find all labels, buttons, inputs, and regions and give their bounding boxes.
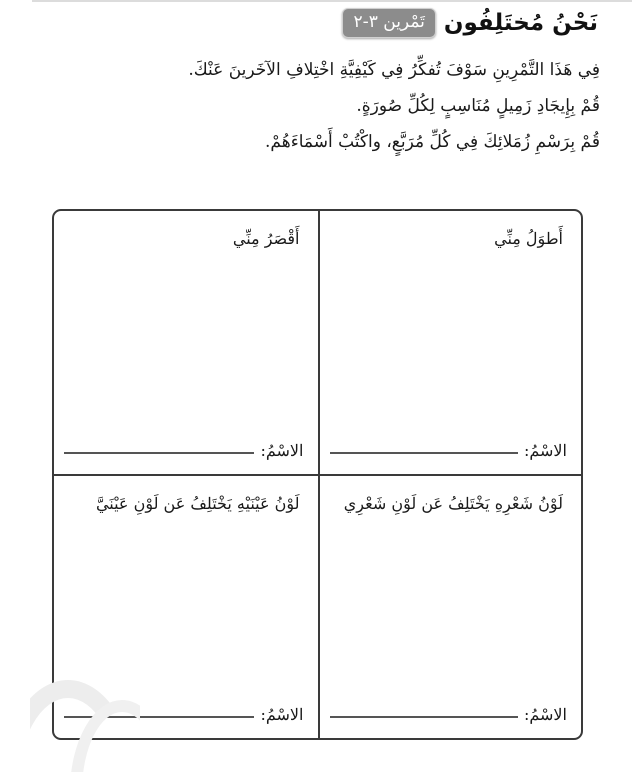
name-label: الاسْمُ: — [523, 441, 567, 460]
box-shorter-than-me[interactable] — [54, 211, 318, 476]
instructions — [40, 58, 600, 166]
box-different-hair[interactable] — [318, 476, 582, 738]
name-line[interactable] — [330, 716, 518, 718]
name-label: الاسْمُ: — [523, 705, 567, 724]
name-label: الاسْمُ: — [260, 705, 304, 724]
instruction-line: قُمْ بِإِيجَادِ زَمِيلٍ مُنَاسِبٍ لِكُلِّ صُورَةٍ. — [356, 96, 600, 116]
box-label: أَقْصَرُ مِنِّي — [232, 229, 300, 248]
exercise-badge: تَمْرين ٣-٢ — [342, 8, 435, 38]
exercise-header — [342, 8, 598, 38]
page-title: نَحْنُ مُختَلِفُون — [443, 10, 598, 36]
name-line[interactable] — [64, 716, 254, 718]
box-taller-than-me[interactable] — [318, 211, 582, 476]
box-label: لَوْنُ شَعْرِهِ يَخْتَلِفُ عَن لَوْنِ شَعْرِي — [343, 494, 563, 513]
name-line[interactable] — [64, 452, 254, 454]
name-label: الاسْمُ: — [260, 441, 304, 460]
drawing-grid — [52, 209, 583, 740]
box-label: لَوْنُ عَيْنَيْهِ يَخْتَلِفُ عَن لَوْنِ عَيْنَيَّ — [95, 494, 300, 513]
name-field[interactable] — [64, 705, 304, 724]
instruction-line: قُمْ بِرَسْمِ زُمَلائِكَ فِي كُلِّ مُرَبَّعٍ، واكْتُبْ أَسْمَاءَهُمْ. — [265, 132, 600, 152]
top-divider — [32, 0, 632, 2]
box-label: أَطوَلُ مِنِّي — [494, 229, 563, 248]
box-different-eyes[interactable] — [54, 476, 318, 738]
name-line[interactable] — [330, 452, 518, 454]
name-field[interactable] — [330, 705, 568, 724]
name-field[interactable] — [64, 441, 304, 460]
name-field[interactable] — [330, 441, 568, 460]
instruction-line: فِي هَذَا التَّمْرِينِ سَوْفَ تُفكِّرُ فِي كَيْفِيَّةِ اخْتِلافِ الآخَرينَ عَنْكَ. — [188, 60, 600, 80]
